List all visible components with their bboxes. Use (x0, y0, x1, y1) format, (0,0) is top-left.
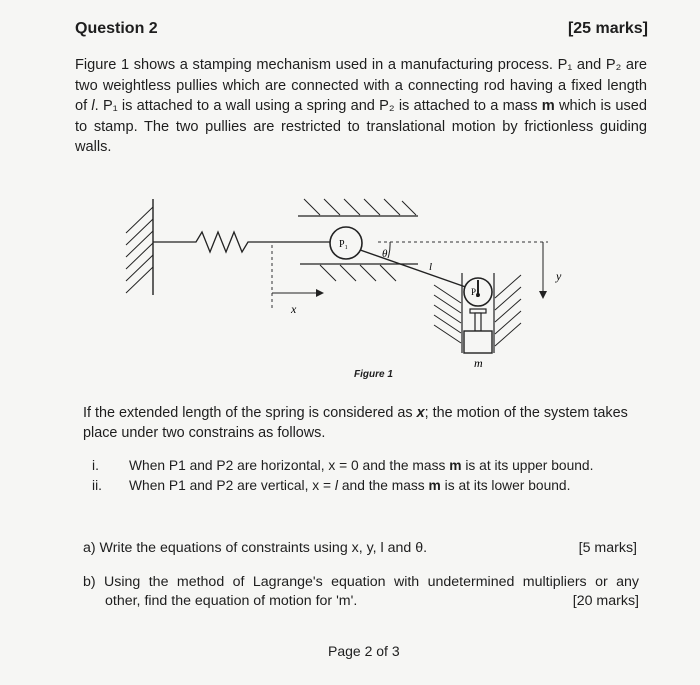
part-b-line-2: other, find the equation of motion for 'm'. (105, 593, 358, 609)
right-guide-right-hatching (495, 275, 521, 346)
stamp-stem (475, 313, 481, 331)
x-arrowhead (316, 289, 324, 297)
connecting-rod (346, 245, 477, 291)
label-p1: P₁ (339, 239, 349, 250)
condition-number: ii. (92, 478, 102, 493)
figure-caption: Figure 1 (354, 369, 393, 380)
conditions-intro-b: ; the motion of the system takes place under two constrains as follows. (83, 405, 628, 441)
conditions-intro-a: If the extended length of the spring is considered as (83, 405, 413, 421)
question-marks: [25 marks] (567, 20, 648, 37)
condition-item (92, 456, 652, 476)
part-b-marks: [20 marks] (572, 593, 639, 609)
intro-text-3: which is used to stamp. The two pullies are restricted to translational motion by frictionless guiding walls. (75, 98, 647, 155)
conditions-list (92, 456, 652, 496)
top-guide-hatching (304, 199, 416, 215)
stamp-t-bar (470, 309, 486, 313)
spring (153, 232, 332, 252)
label-p2: P₂ (471, 287, 480, 297)
page-number: Page 2 of 3 (328, 643, 400, 659)
right-guide-left-hatching (434, 285, 461, 343)
theta-arc (388, 242, 390, 258)
mass-block (464, 331, 492, 353)
condition-item (92, 476, 652, 496)
bottom-guide-hatching (320, 265, 396, 281)
label-rod-l: l (429, 261, 433, 273)
part-b (83, 573, 639, 611)
y-arrowhead (539, 291, 547, 299)
label-x: x (291, 302, 297, 316)
condition-text: When P1 and P2 are vertical, x = l and the mass m is at its lower bound. (129, 478, 571, 493)
label-theta: θ (382, 248, 388, 260)
part-a-marks: [5 marks] (578, 540, 637, 556)
condition-text: When P1 and P2 are horizontal, x = 0 and the mass m is at its upper bound. (129, 458, 594, 473)
left-wall-hatching (126, 207, 153, 293)
conditions-x-symbol: x (416, 405, 425, 421)
part-a (83, 540, 643, 556)
intro-l-symbol: l (91, 98, 95, 114)
part-a-text: a) Write the equations of constraints using x, y, l and θ. (83, 540, 428, 556)
label-y: y (556, 269, 562, 283)
part-b-line-1: b) Using the method of Lagrange's equation with undetermined multipliers or any (83, 574, 639, 590)
question-title: Question 2 (75, 20, 158, 37)
intro-paragraph (75, 55, 647, 158)
intro-text-1: Figure 1 shows a stamping mechanism used in a manufacturing process. P₁ and P₂ are two weightless pullies which are connected with a connecting rod having a fixed length of (75, 57, 647, 114)
intro-m-symbol: m (541, 98, 555, 114)
conditions-intro (83, 403, 645, 443)
intro-text-2: . P₁ is attached to a wall using a spring and P₂ is attached to a mass (94, 98, 538, 114)
mechanism-figure (118, 185, 588, 370)
label-m: m (474, 356, 483, 370)
condition-number: i. (92, 458, 99, 473)
